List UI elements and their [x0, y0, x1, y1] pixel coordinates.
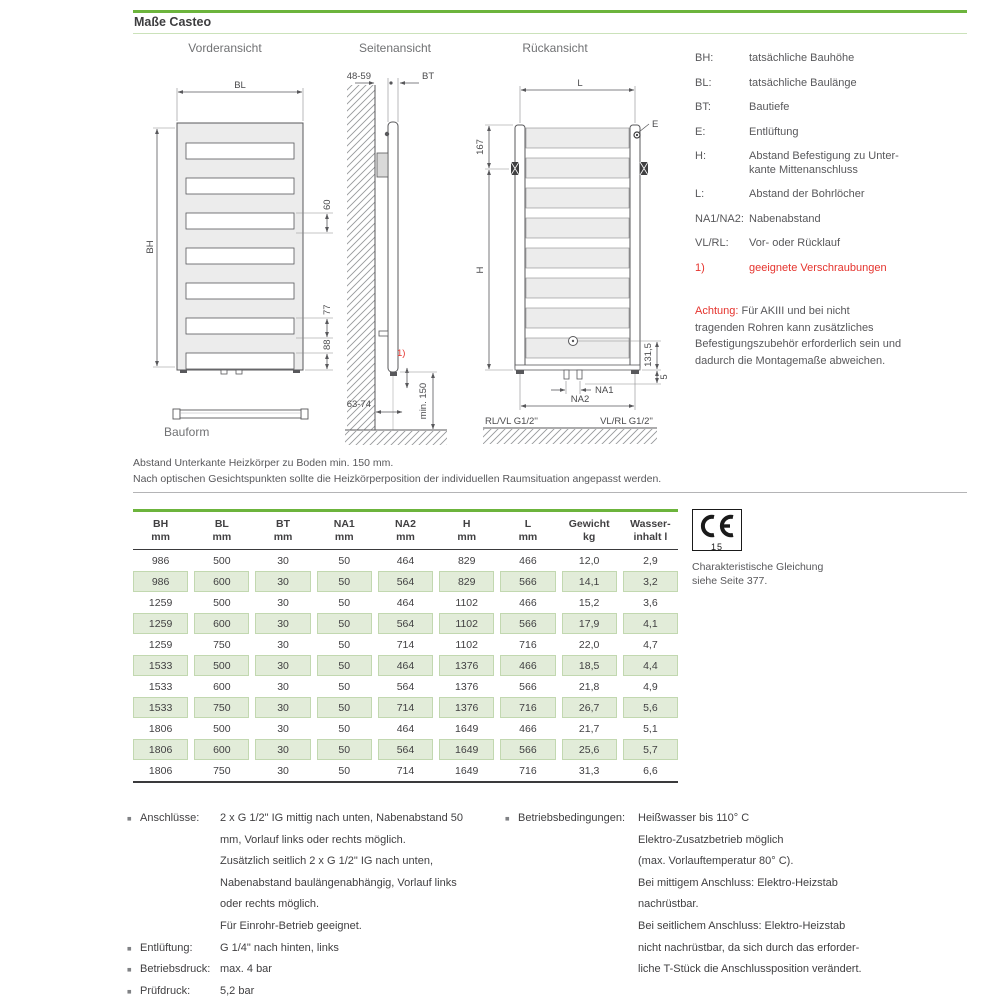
- dim-l-label: L: [577, 78, 583, 89]
- spec-line: [127, 808, 499, 830]
- footnotes: [133, 456, 661, 487]
- dim-min150-label: min. 150: [418, 382, 429, 420]
- spec-line: [127, 830, 499, 852]
- side-view-drawing: [345, 41, 447, 445]
- bullet-icon: [127, 916, 140, 938]
- ce-note: [692, 560, 823, 588]
- top-accent-line: [133, 10, 967, 13]
- dim-na2-label: NA2: [570, 394, 590, 405]
- spec-text: G 1/4" nach hinten, links: [220, 941, 339, 954]
- legend-text: Vor- oder Rücklauf: [749, 237, 841, 249]
- spec-label: [140, 851, 220, 873]
- legend-key: E:: [695, 125, 706, 138]
- legend-key: BH:: [695, 52, 714, 64]
- legend-text: Entlüftung: [749, 125, 799, 138]
- bullet-icon: [505, 894, 518, 916]
- spec-line: [127, 916, 499, 938]
- table-body: [133, 550, 678, 781]
- label-rl-vl: RL/VL G1/2'': [485, 416, 538, 427]
- dim-na1-label: NA1: [595, 385, 614, 396]
- specs-right-column: [505, 808, 970, 981]
- legend-item: [695, 101, 967, 115]
- spec-line: [505, 830, 970, 852]
- spec-text: liche T-Stück die Anschlussposition verändert.: [638, 963, 862, 976]
- bullet-icon: [127, 851, 140, 873]
- ce-icon: [698, 513, 736, 539]
- label-e: E: [652, 119, 659, 130]
- spec-label: Betriebsbedingungen:: [518, 812, 626, 824]
- spec-line: [505, 894, 970, 916]
- technical-drawing: [133, 38, 678, 490]
- warning-first-line: Für AKIII und bei nicht: [741, 305, 850, 317]
- spec-label: [140, 916, 220, 938]
- spec-label: [518, 938, 638, 960]
- side-view-title: Seitenansicht: [358, 41, 432, 55]
- bullet-icon: [127, 830, 140, 852]
- spec-text: 5,2 bar: [220, 984, 255, 997]
- ref-1-label: 1): [397, 348, 406, 359]
- legend-item: [695, 188, 967, 202]
- front-view-title: Vorderansicht: [188, 41, 262, 55]
- section-divider-line: [133, 492, 967, 493]
- legend-key: 1): [695, 261, 705, 274]
- dim-88-label: 88: [322, 339, 333, 350]
- warning-line: Befestigungszubehör erforderlich sein und: [695, 338, 902, 350]
- legend-text: Nabenabstand: [749, 212, 821, 225]
- spec-label: [518, 894, 638, 916]
- bullet-icon: [505, 916, 518, 938]
- rear-view-drawing: [475, 41, 670, 444]
- dim-5-label: 5: [659, 374, 670, 380]
- footnote-line: Nach optischen Gesichtspunkten sollte die Heizkörperposition der individuellen Raumsituation angepasst werden.: [133, 472, 662, 485]
- bauform-drawing: [164, 409, 308, 439]
- spec-label: [518, 916, 638, 938]
- bullet-icon: ■: [127, 965, 132, 975]
- dim-bl-label: BL: [234, 80, 246, 91]
- bullet-icon: [505, 959, 518, 981]
- spec-label: [518, 873, 638, 895]
- spec-line: [505, 808, 970, 830]
- table-bottom-line: [133, 781, 678, 783]
- legend-item: [695, 150, 967, 177]
- spec-text: Bei seitlichem Anschluss: Elektro-Heizstab: [638, 919, 846, 932]
- bullet-icon: [505, 873, 518, 895]
- ce-note-line: siehe Seite 377.: [692, 575, 768, 587]
- legend-key: NA1/NA2:: [695, 212, 744, 225]
- spec-line: [127, 894, 499, 916]
- spec-line: [127, 981, 499, 1000]
- spec-text: Bei mittigem Anschluss: Elektro-Heizstab: [638, 876, 838, 889]
- spec-text: mm, Vorlauf links oder rechts möglich.: [220, 833, 406, 846]
- table-row: 1533 600 30 50 564 1376 566 21,8 4,9: [148, 680, 658, 693]
- spec-line: [505, 916, 970, 938]
- label-vl-rl: VL/RL G1/2'': [600, 416, 653, 427]
- spec-text: Nabenabstand baulängenabhängig, Vorlauf links: [220, 876, 457, 889]
- dim-77-label: 77: [322, 304, 333, 315]
- dim-131-5-label: 131,5: [643, 343, 654, 367]
- table-row: 1533 500 30 50 464 1376 466 18,5 4,4: [133, 655, 678, 676]
- bullet-icon: ■: [127, 943, 132, 953]
- warning-label: Achtung:: [695, 305, 739, 317]
- dim-60-label: 60: [322, 199, 333, 210]
- bullet-icon: [127, 873, 140, 895]
- spec-line: [127, 851, 499, 873]
- legend-text: Abstand Befestigung zu Unter-: [749, 150, 899, 162]
- legend-item: [695, 126, 967, 140]
- spec-text: Heißwasser bis 110° C: [638, 812, 750, 824]
- legend-text: geeignete Verschraubungen: [749, 261, 887, 274]
- legend-key: VL/RL:: [695, 237, 729, 249]
- warning-note: [695, 303, 965, 369]
- bullet-icon: [505, 830, 518, 852]
- spec-line: [127, 959, 499, 981]
- bullet-icon: ■: [127, 814, 132, 823]
- legend-key: L:: [695, 188, 705, 200]
- spec-label: [518, 851, 638, 873]
- legend-text-line2: kante Mittenanschluss: [749, 163, 858, 176]
- bullet-icon: [505, 851, 518, 873]
- spec-line: [127, 873, 499, 895]
- spec-label: [140, 894, 220, 916]
- specs-left-column: [127, 808, 499, 1000]
- ce-mark: [692, 509, 742, 551]
- spec-label: Entlüftung:: [140, 941, 193, 954]
- spec-line: [505, 873, 970, 895]
- warning-line: tragenden Rohren kann zusätzliches: [695, 321, 874, 334]
- bullet-icon: [127, 894, 140, 916]
- spec-line: [505, 959, 970, 981]
- legend-key: BL:: [695, 76, 712, 89]
- spec-text: (max. Vorlauftemperatur 80° C).: [638, 855, 794, 868]
- spec-line: [505, 938, 970, 960]
- dimensions-table: [133, 509, 678, 783]
- table-header: BH mm BL mm BT mm NA1 mm NA2 mm H mm L mm Gewicht kg Wasser- inhalt l: [151, 517, 671, 543]
- spec-label: [518, 830, 638, 852]
- dim-167-label: 167: [475, 139, 486, 155]
- table-row: 986 600 30 50 564 829 566 14,1 3,2: [133, 571, 678, 592]
- spec-line: [127, 938, 499, 960]
- table-row: 1259 600 30 50 564 1102 566 17,9 4,1: [133, 613, 678, 634]
- spec-label: [140, 830, 220, 852]
- spec-text: Für Einrohr-Betrieb geeignet.: [220, 919, 362, 932]
- dim-63-74-label: 63-74: [346, 399, 371, 410]
- spec-label: [140, 873, 220, 895]
- legend-item: [695, 262, 967, 276]
- table-row: 1533 750 30 50 714 1376 716 26,7 5,6: [133, 697, 678, 718]
- table-row: 1259 750 30 50 714 1102 716 22,0 4,7: [148, 638, 658, 651]
- spec-line: [505, 851, 970, 873]
- spec-label: Prüfdruck:: [140, 984, 191, 997]
- dim-bh-label: BH: [145, 240, 156, 254]
- legend-key: H:: [695, 150, 706, 162]
- page-title: Maße Casteo: [134, 15, 212, 29]
- spec-label: Anschlüsse:: [140, 812, 200, 824]
- bullet-icon: [505, 938, 518, 960]
- table-row: 1806 600 30 50 564 1649 566 25,6 5,7: [133, 739, 678, 760]
- spec-text: 2 x G 1/2" IG mittig nach unten, Nabenabstand 50: [220, 812, 463, 824]
- legend-text: Bautiefe: [749, 101, 790, 113]
- legend-item: [695, 52, 967, 66]
- table-row: 1806 750 30 50 714 1649 716 31,3 6,6: [148, 764, 658, 777]
- legend-text: Abstand der Bohrlöcher: [749, 188, 865, 200]
- title-divider-line: [133, 33, 967, 34]
- bullet-icon: ■: [505, 814, 510, 823]
- spec-text: oder rechts möglich.: [220, 898, 320, 911]
- footnote-line: Abstand Unterkante Heizkörper zu Boden min. 150 mm.: [133, 457, 394, 469]
- ce-number: 15: [710, 542, 723, 552]
- legend-item: [695, 213, 967, 227]
- spec-label: Betriebsdruck:: [140, 963, 211, 976]
- legend-text: tatsächliche Baulänge: [749, 76, 857, 89]
- dim-48-59-label: 48-59: [346, 71, 371, 82]
- bauform-label: Bauform: [164, 425, 210, 439]
- legend-item: [695, 77, 967, 91]
- legend: [695, 52, 967, 286]
- spec-text: max. 4 bar: [220, 963, 272, 976]
- legend-key: BT:: [695, 101, 711, 113]
- dim-h-label: H: [475, 266, 486, 274]
- warning-line: dadurch die Montagemaße abweichen.: [695, 354, 886, 367]
- table-row: 1806 500 30 50 464 1649 466 21,7 5,1: [148, 722, 658, 735]
- dim-bt-label: BT: [422, 71, 435, 82]
- table-row: 1259 500 30 50 464 1102 466 15,2 3,6: [148, 596, 658, 609]
- table-row: 986 500 30 50 464 829 466 12,0 2,9: [151, 554, 658, 567]
- rear-view-title: Rückansicht: [522, 41, 588, 55]
- bullet-icon: ■: [127, 986, 132, 996]
- spec-text: Zusätzlich seitlich 2 x G 1/2" IG nach unten,: [220, 855, 434, 868]
- spec-text: Elektro-Zusatzbetrieb möglich: [638, 833, 784, 846]
- legend-item: [695, 237, 967, 251]
- table-body-table: [127, 550, 684, 781]
- spec-text: nicht nachrüstbar, da sich durch das erforder-: [638, 941, 860, 954]
- legend-text: tatsächliche Bauhöhe: [749, 52, 855, 64]
- spec-text: nachrüstbar.: [638, 898, 699, 911]
- front-view-drawing: [145, 41, 333, 374]
- ce-note-line: Charakteristische Gleichung: [692, 561, 824, 573]
- spec-label: [518, 959, 638, 981]
